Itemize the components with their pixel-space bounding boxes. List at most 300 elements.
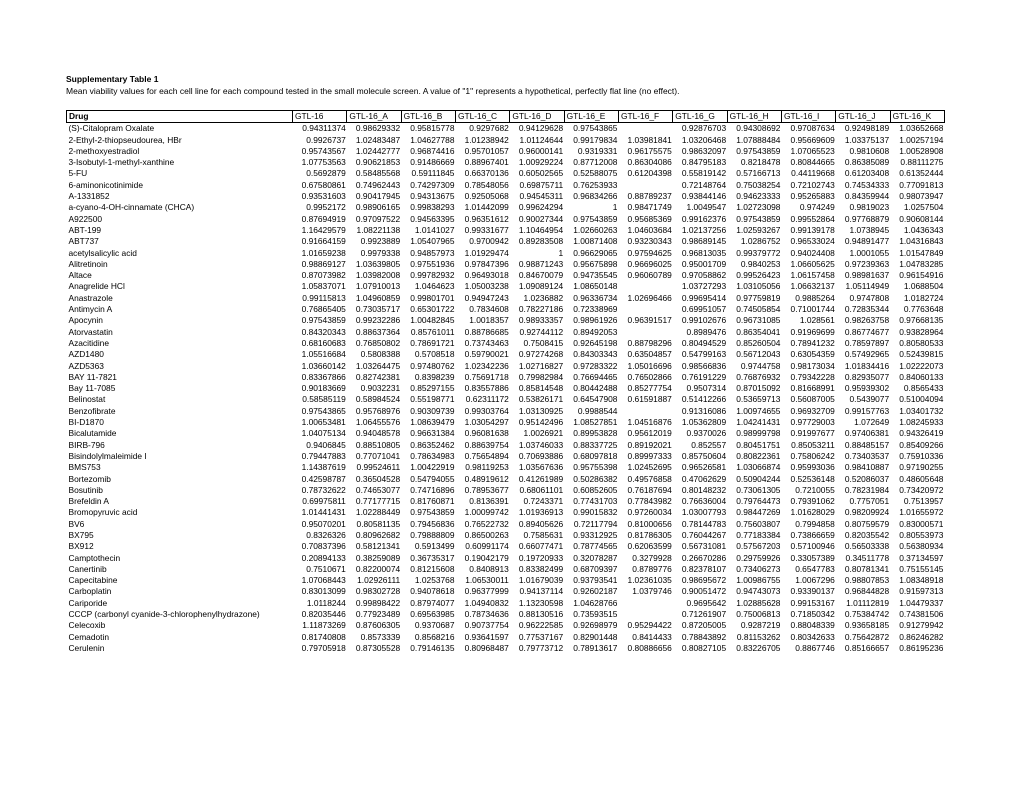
viability-value-cell: 0.88789237 — [627, 191, 672, 202]
viability-value-cell: 0.97260034 — [627, 507, 672, 518]
viability-value-cell: 0.95612019 — [627, 428, 672, 439]
viability-value-cell: 1.03066874 — [736, 462, 781, 473]
viability-value-cell: 0.47062629 — [681, 473, 727, 484]
viability-value-cell: 0.76253933 — [573, 179, 618, 190]
viability-value-cell — [618, 180, 672, 191]
viability-value-cell: 0.80827105 — [681, 642, 727, 653]
viability-value-cell: 1.16429579 — [301, 224, 346, 235]
viability-value-cell: 0.61203408 — [844, 168, 890, 179]
viability-value-cell: 1.01936913 — [518, 507, 564, 518]
viability-value-cell: 0.97668135 — [899, 315, 944, 326]
viability-value-cell: 0.76850802 — [355, 337, 401, 348]
column-header-cell-line: GTL-16_H — [727, 111, 781, 123]
viability-value-cell: 0.78691721 — [410, 337, 455, 348]
viability-value-cell: 0.74534333 — [844, 179, 890, 190]
viability-value-cell: 0.56503338 — [844, 541, 890, 552]
viability-value-cell: 0.68709397 — [573, 563, 618, 574]
viability-value-cell: 0.96874416 — [410, 145, 455, 156]
drug-name-cell: Bay 11-7085 — [68, 383, 116, 394]
viability-value-cell: 0.80759579 — [844, 518, 890, 529]
viability-value-cell: 1.0026921 — [523, 428, 564, 439]
drug-name-cell: BIRB-796 — [68, 439, 105, 450]
viability-value-cell: 0.79456836 — [410, 518, 455, 529]
viability-value-cell: 1.06605625 — [790, 258, 835, 269]
viability-value-cell: 0.58984524 — [355, 394, 401, 405]
viability-value-cell: 0.97058862 — [681, 270, 727, 281]
viability-value-cell: 0.59111845 — [411, 168, 455, 179]
drug-name-cell: 5-FU — [68, 168, 88, 179]
viability-value-cell: 0.84060133 — [899, 371, 944, 382]
viability-value-cell: 1.02926111 — [357, 575, 401, 586]
viability-value-cell: 0.96351612 — [464, 213, 509, 224]
drug-name-cell: Apocynin — [68, 315, 103, 326]
viability-value-cell: 0.7243371 — [523, 496, 564, 507]
viability-value-cell: 0.85750604 — [681, 450, 727, 461]
viability-value-cell: 0.72102743 — [790, 179, 835, 190]
viability-value-cell — [618, 304, 672, 315]
viability-value-cell: 0.79146135 — [410, 642, 455, 653]
viability-value-cell: 0.88510805 — [355, 439, 401, 450]
viability-value-cell: 0.85260504 — [736, 337, 781, 348]
viability-value-cell: 1.01547849 — [899, 247, 944, 258]
viability-value-cell: 0.98073947 — [899, 191, 944, 202]
viability-value-cell — [618, 609, 672, 620]
viability-value-cell: 0.51412266 — [681, 394, 727, 405]
viability-value-cell: 0.95070201 — [301, 518, 346, 529]
viability-value-cell: 0.95743567 — [301, 145, 346, 156]
table-row — [67, 575, 945, 586]
viability-value-cell: 0.94326419 — [899, 428, 944, 439]
viability-value-cell: 0.78732622 — [301, 484, 346, 495]
viability-value-cell: 0.8867746 — [795, 642, 835, 653]
viability-value-cell: 0.8398239 — [414, 371, 455, 382]
viability-value-cell: 0.96081638 — [464, 428, 509, 439]
viability-value-cell: 0.89492053 — [573, 326, 618, 337]
viability-value-cell: 1.00482845 — [410, 315, 455, 326]
viability-value-cell: 1.09089124 — [518, 281, 564, 292]
viability-value-cell: 0.80962682 — [355, 529, 401, 540]
viability-value-cell: 0.94743073 — [736, 586, 781, 597]
viability-value-cell: 0.74381506 — [899, 609, 944, 620]
viability-value-cell: 0.80494529 — [681, 337, 727, 348]
viability-value-cell: 0.98566836 — [681, 360, 727, 371]
viability-value-cell: 0.96631384 — [410, 428, 455, 439]
viability-value-cell: 0.79764473 — [736, 496, 781, 507]
viability-value-cell: 0.96533024 — [790, 236, 835, 247]
viability-value-cell: 0.87305528 — [355, 642, 401, 653]
viability-value-cell: 0.99102676 — [681, 315, 727, 326]
column-header-cell-line: GTL-16_C — [455, 111, 509, 123]
viability-value-cell: 0.75642872 — [844, 631, 890, 642]
table-row — [67, 598, 945, 609]
viability-value-cell: 0.90183669 — [301, 383, 346, 394]
viability-value-cell: 0.34511778 — [845, 552, 890, 563]
viability-value-cell: 0.81786305 — [627, 529, 672, 540]
viability-value-cell: 0.86352462 — [410, 439, 455, 450]
viability-value-cell: 0.70837396 — [301, 541, 346, 552]
viability-value-cell: 1.08348918 — [899, 575, 944, 586]
viability-value-cell: 1.0688504 — [903, 281, 944, 292]
viability-value-cell: 0.73406273 — [736, 563, 781, 574]
viability-value-cell: 0.91486669 — [410, 157, 455, 168]
viability-value-cell: 0.79447883 — [301, 450, 346, 461]
viability-value-cell: 1.03007793 — [681, 507, 727, 518]
drug-name-cell: Belinostat — [68, 394, 106, 405]
viability-value-cell: 0.80968487 — [464, 642, 509, 653]
viability-value-cell: 1.00528908 — [899, 145, 944, 156]
viability-value-cell: 0.62311172 — [465, 394, 509, 405]
viability-value-cell: 0.95669609 — [790, 134, 835, 145]
table-row — [67, 564, 945, 575]
table-row — [67, 406, 945, 417]
viability-value-cell: 0.79982984 — [518, 371, 564, 382]
viability-value-cell: 0.92602187 — [573, 586, 618, 597]
drug-name-cell: Bosutinib — [68, 484, 103, 495]
viability-value-cell: 0.57100946 — [790, 541, 835, 552]
viability-value-cell: 0.92698979 — [573, 620, 618, 631]
viability-value-cell: 0.7513957 — [903, 496, 944, 507]
viability-value-cell: 0.73403537 — [844, 450, 890, 461]
viability-value-cell: 0.85297155 — [410, 383, 455, 394]
viability-value-cell: 0.98410887 — [844, 462, 890, 473]
viability-value-cell: 0.93793541 — [573, 575, 618, 586]
drug-name-cell: Camptothecin — [68, 552, 121, 563]
viability-value-cell: 0.80553973 — [899, 529, 944, 540]
viability-value-cell: 1.0001055 — [849, 247, 890, 258]
viability-value-cell: 0.94078618 — [410, 586, 455, 597]
table-title: Supplementary Table 1 — [66, 74, 159, 84]
viability-value-cell: 1.02885628 — [736, 597, 781, 608]
viability-value-cell: 1.05407965 — [410, 236, 455, 247]
table-row — [67, 462, 945, 473]
viability-value-cell: 0.94891477 — [844, 236, 890, 247]
viability-value-cell: 0.65301722 — [410, 304, 455, 315]
viability-value-cell: 0.79773712 — [518, 642, 564, 653]
table-row — [67, 519, 945, 530]
viability-value-cell: 0.9744758 — [740, 360, 781, 371]
viability-value-cell: 0.80580533 — [899, 337, 944, 348]
viability-value-cell: 0.8408913 — [469, 563, 509, 574]
viability-value-cell: 0.97097522 — [355, 213, 401, 224]
viability-value-cell: 0.9926737 — [306, 134, 346, 145]
viability-value-cell: 0.86774677 — [844, 326, 890, 337]
viability-value-cell: 0.88485157 — [844, 439, 890, 450]
table-row — [67, 315, 945, 326]
viability-value-cell: 0.94857973 — [410, 247, 455, 258]
viability-value-cell: 0.90051472 — [681, 586, 727, 597]
viability-value-cell: 0.3279928 — [632, 552, 672, 563]
viability-value-cell: 0.96493018 — [464, 270, 509, 281]
viability-value-cell: 0.91969699 — [790, 326, 835, 337]
drug-name-cell: Bromopyruvic acid — [68, 507, 138, 518]
viability-value-cell: 0.86500263 — [464, 529, 509, 540]
viability-value-cell: 0.91597313 — [899, 586, 944, 597]
viability-value-cell: 0.75384742 — [844, 609, 890, 620]
viability-value-cell: 0.78227186 — [518, 304, 564, 315]
column-header-cell-line: GTL-16_B — [401, 111, 455, 123]
viability-value-cell: 1.00986755 — [736, 575, 781, 586]
viability-value-cell: 0.61204398 — [627, 168, 672, 179]
viability-value-cell: 0.98173034 — [790, 360, 835, 371]
viability-value-cell: 1.02137256 — [681, 224, 727, 235]
viability-value-cell: 0.9032231 — [360, 383, 401, 394]
viability-value-cell: 0.86195236 — [899, 642, 944, 653]
table-row — [67, 530, 945, 541]
table-row — [67, 146, 945, 157]
viability-value-cell: 0.98933357 — [518, 315, 564, 326]
viability-value-cell: 0.82901448 — [573, 631, 618, 642]
viability-value-cell: 1.06455576 — [355, 417, 401, 428]
table-row — [67, 394, 945, 405]
viability-value-cell: 0.9507314 — [686, 383, 727, 394]
viability-value-cell: 0.8568216 — [414, 631, 455, 642]
viability-value-cell: 0.55819142 — [681, 168, 727, 179]
viability-value-cell: 0.85277754 — [627, 383, 672, 394]
table-row — [67, 338, 945, 349]
viability-value-cell: 0.5913499 — [414, 541, 455, 552]
viability-value-cell: 0.86246282 — [899, 631, 944, 642]
viability-value-cell: 0.68097818 — [573, 450, 618, 461]
viability-value-cell: 1.02716827 — [518, 360, 564, 371]
column-header-cell-line: GTL-16_J — [836, 111, 890, 123]
viability-value-cell: 0.95142496 — [518, 417, 564, 428]
viability-value-cell: 0.91997677 — [790, 428, 835, 439]
viability-value-cell: 0.5708518 — [414, 349, 455, 360]
viability-value-cell: 0.52086037 — [844, 473, 890, 484]
column-header-cell-line: GTL-16_I — [781, 111, 835, 123]
viability-value-cell: 0.78597897 — [844, 337, 890, 348]
viability-value-cell: 0.89953828 — [573, 428, 618, 439]
viability-value-cell: 0.78913617 — [573, 642, 618, 653]
viability-value-cell: 0.7763648 — [903, 304, 944, 315]
viability-value-cell: 0.82035446 — [301, 609, 346, 620]
viability-value-cell: 0.91279942 — [899, 620, 944, 631]
table-row — [67, 293, 945, 304]
viability-value-cell: 0.71001744 — [790, 304, 835, 315]
viability-value-cell: 0.9370026 — [686, 428, 727, 439]
viability-value-cell: 0.58485568 — [355, 168, 401, 179]
viability-value-cell: 0.7508415 — [523, 337, 564, 348]
viability-value-cell: 0.9747808 — [849, 292, 890, 303]
table-row — [67, 259, 945, 270]
viability-value-cell: 0.95001709 — [681, 258, 727, 269]
viability-value-cell: 0.95675898 — [573, 258, 618, 269]
drug-name-cell: 2-methoxyestradiol — [68, 145, 140, 156]
drug-name-cell: Altace — [68, 270, 92, 281]
viability-value-cell: 1.05362809 — [681, 417, 727, 428]
viability-value-cell: 0.62063599 — [627, 541, 672, 552]
viability-value-cell: 0.56731081 — [681, 541, 727, 552]
viability-value-cell: 0.78144783 — [681, 518, 727, 529]
drug-name-cell: 2-Ethyl-2-thiopseudourea, HBr — [68, 134, 182, 145]
viability-value-cell: 0.88639754 — [464, 439, 509, 450]
viability-value-cell: 0.99153167 — [790, 597, 835, 608]
viability-value-cell: 0.78941232 — [790, 337, 835, 348]
viability-value-cell: 0.95755398 — [573, 462, 618, 473]
viability-value-cell: 0.81740808 — [301, 631, 346, 642]
viability-value-cell: 0.80781341 — [844, 563, 890, 574]
viability-value-cell: 1.04627788 — [410, 134, 455, 145]
viability-value-cell: 0.76636004 — [681, 496, 727, 507]
viability-value-cell: 0.97847396 — [464, 258, 509, 269]
viability-value-cell: 0.74297309 — [410, 179, 455, 190]
drug-name-cell: ABT737 — [68, 236, 99, 247]
drug-name-cell: Cemadotin — [68, 631, 110, 642]
table-row — [67, 474, 945, 485]
viability-value-cell: 0.88798296 — [627, 337, 672, 348]
table-row — [67, 383, 945, 394]
viability-value-cell: 0.98695672 — [681, 575, 727, 586]
viability-value-cell: 0.61591887 — [627, 394, 672, 405]
viability-value-cell — [618, 327, 672, 338]
viability-value-cell: 0.77431703 — [573, 496, 618, 507]
viability-value-cell: 0.99898422 — [355, 597, 401, 608]
viability-value-cell: 0.42598787 — [301, 473, 346, 484]
viability-value-cell: 0.87606305 — [355, 620, 401, 631]
viability-value-cell: 0.90417945 — [355, 191, 401, 202]
drug-name-cell: Anastrazole — [68, 292, 113, 303]
viability-value-cell: 0.84303343 — [573, 349, 618, 360]
viability-value-cell: 1.0141027 — [414, 224, 455, 235]
viability-value-cell: 0.99157763 — [844, 405, 890, 416]
viability-value-cell: 1.00974655 — [736, 405, 781, 416]
table-row — [67, 349, 945, 360]
drug-name-cell: Anagrelide HCl — [68, 281, 125, 292]
viability-value-cell: 0.97543859 — [301, 315, 346, 326]
drug-name-cell: a-cyano-4-OH-cinnamate (CHCA) — [68, 202, 195, 213]
viability-value-cell: 0.88337725 — [573, 439, 618, 450]
viability-value-cell: 0.54794055 — [410, 473, 455, 484]
viability-value-cell: 0.73866659 — [790, 529, 835, 540]
viability-value-cell: 1.04241431 — [736, 417, 781, 428]
viability-value-cell: 0.94311374 — [302, 123, 346, 134]
viability-value-cell: 0.52439815 — [899, 349, 944, 360]
viability-value-cell: 0.95265883 — [790, 191, 835, 202]
viability-value-cell: 0.76502866 — [627, 371, 672, 382]
drug-name-cell: A922500 — [68, 213, 103, 224]
viability-value-cell: 1.05516684 — [301, 349, 346, 360]
viability-value-cell: 0.84359944 — [844, 191, 890, 202]
viability-value-cell: 0.58585119 — [302, 394, 346, 405]
viability-value-cell: 0.96336734 — [573, 292, 618, 303]
viability-value-cell — [618, 406, 672, 417]
viability-value-cell: 0.9885264 — [795, 292, 835, 303]
viability-value-cell: 0.87974077 — [410, 597, 455, 608]
viability-value-cell: 0.9695642 — [686, 597, 727, 608]
viability-value-cell: 0.5439077 — [849, 394, 890, 405]
viability-value-cell: 0.95768976 — [355, 405, 401, 416]
viability-value-cell: 1.01659238 — [301, 247, 346, 258]
viability-value-cell: 0.91316086 — [681, 405, 727, 416]
viability-value-cell: 0.97594625 — [627, 247, 672, 258]
viability-value-cell: 0.87205005 — [681, 620, 727, 631]
viability-value-cell: 0.92505068 — [464, 191, 509, 202]
viability-value-cell: 1.01442099 — [464, 202, 509, 213]
table-body — [67, 123, 945, 654]
drug-name-cell: BV6 — [68, 518, 85, 529]
viability-value-cell: 1.03652668 — [899, 123, 944, 134]
viability-value-cell: 1.04628766 — [573, 597, 618, 608]
viability-value-cell: 0.76865405 — [301, 304, 346, 315]
table-row — [67, 485, 945, 496]
viability-value-cell: 0.84320343 — [301, 326, 346, 337]
viability-value-cell: 0.98906165 — [355, 202, 401, 213]
viability-value-cell: 0.82378107 — [681, 563, 727, 574]
table-row — [67, 643, 945, 654]
viability-value-cell: 0.8989476 — [686, 326, 727, 337]
drug-name-cell: Azacitidine — [68, 337, 110, 348]
table-row — [67, 372, 945, 383]
viability-value-cell: 1.02696466 — [627, 292, 672, 303]
viability-value-cell: 0.99526423 — [736, 270, 781, 281]
table-row — [67, 417, 945, 428]
viability-value-cell: 0.99232286 — [355, 315, 401, 326]
viability-value-cell: 0.8565433 — [903, 383, 944, 394]
viability-value-cell: 1.0464623 — [414, 281, 455, 292]
viability-value-cell: 0.57492965 — [844, 349, 890, 360]
viability-value-cell: 0.99015832 — [573, 507, 618, 518]
viability-value-cell: 0.98981637 — [844, 270, 890, 281]
viability-value-cell: 0.79391062 — [790, 496, 835, 507]
viability-value-cell: 0.97087634 — [790, 123, 835, 134]
viability-value-cell: 0.88967401 — [464, 157, 509, 168]
viability-value-cell: 0.99331677 — [464, 224, 509, 235]
viability-value-cell: 0.89283508 — [518, 236, 564, 247]
drug-name-cell: Bisindolylmaleimide I — [68, 450, 147, 461]
viability-value-cell: 1.04075134 — [301, 428, 346, 439]
viability-value-cell: 0.78843892 — [681, 631, 727, 642]
viability-value-cell: 1.00871408 — [573, 236, 618, 247]
viability-value-cell: 0.88048339 — [790, 620, 835, 631]
viability-value-cell: 0.79888809 — [410, 529, 455, 540]
viability-value-cell: 0.7834608 — [469, 304, 509, 315]
viability-value-cell: 1.0286752 — [740, 236, 781, 247]
drug-name-cell: AZD5363 — [68, 360, 104, 371]
viability-value-cell: 0.66077471 — [518, 541, 564, 552]
viability-value-cell: 0.77071041 — [355, 450, 401, 461]
table-row — [67, 236, 945, 247]
viability-value-cell: 0.9406845 — [306, 439, 346, 450]
viability-value-cell: 0.81153262 — [736, 631, 781, 642]
viability-value-cell: 1.04603684 — [627, 224, 672, 235]
viability-value-cell: 1 — [612, 202, 618, 213]
viability-value-cell: 1.02288449 — [355, 507, 401, 518]
viability-value-cell: 0.99162376 — [681, 213, 727, 224]
viability-value-cell: 1.02723098 — [736, 202, 781, 213]
viability-value-cell: 0.75806242 — [790, 450, 835, 461]
viability-value-cell: 0.88637364 — [355, 326, 401, 337]
viability-value-cell: 0.80822361 — [736, 450, 781, 461]
viability-value-cell: 0.38259089 — [355, 552, 401, 563]
viability-value-cell: 0.97543859 — [736, 145, 781, 156]
table-row — [67, 361, 945, 372]
viability-value-cell: 0.29759926 — [736, 552, 781, 563]
viability-value-cell: 0.96731085 — [736, 315, 781, 326]
viability-value-cell: 1.02452695 — [627, 462, 672, 473]
viability-value-cell: 1.07910013 — [355, 281, 401, 292]
viability-value-cell: 0.90737754 — [464, 620, 509, 631]
viability-value-cell: 1.02483487 — [355, 134, 401, 145]
viability-value-cell: 0.852557 — [691, 439, 727, 450]
table-row — [67, 225, 945, 236]
viability-value-cell: 0.93531603 — [301, 191, 346, 202]
viability-value-cell: 1.01441431 — [301, 507, 346, 518]
drug-name-cell: CCCP (carbonyl cyanide-3-chlorophenylhydrazone) — [68, 609, 260, 620]
table-row — [67, 168, 945, 179]
viability-value-cell: 0.99303764 — [464, 405, 509, 416]
viability-value-cell: 0.9840253 — [740, 258, 781, 269]
viability-value-cell: 0.69563985 — [410, 609, 455, 620]
